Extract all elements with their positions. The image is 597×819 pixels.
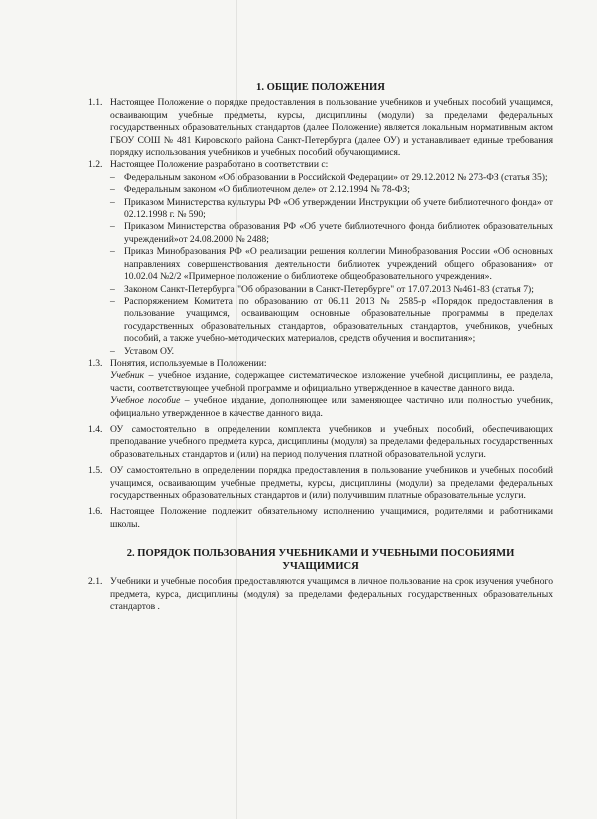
- list-item: – Федеральным законом «О библиотечном деле» от 2.12.1994 № 78-ФЗ;: [110, 184, 410, 196]
- list-item: – Законом Санкт-Петербурга "Об образовании в Санкт-Петербурге" от 17.07.2013 №461-83 (статья 7);: [110, 283, 534, 295]
- paragraph-1-2: [88, 159, 553, 358]
- paragraph-1-6: [88, 506, 553, 531]
- list-item: – Приказом Министерства образования РФ «Об учете библиотечного фонда библиотек образовательных учреждений»от 24.08.2000 № 2488;: [110, 221, 553, 245]
- section-2-title: 2. ПОРЯДОК ПОЛЬЗОВАНИЯ УЧЕБНИКАМИ И УЧЕБНЫМИ ПОСОБИЯМИ УЧАЩИМИСЯ: [126, 548, 515, 573]
- paragraph-number: 1.2.: [88, 159, 103, 171]
- paragraph-number: 1.1.: [88, 97, 103, 109]
- paragraph-lead: Настоящее Положение разработано в соответствии с:: [110, 159, 329, 171]
- list-item: – Федеральным законом «Об образовании в Российской Федерации» от 29.12.2012 № 273-ФЗ (статья 35);: [110, 171, 548, 183]
- paragraph-number: 1.3.: [88, 357, 103, 369]
- paragraph-1-5: [88, 465, 553, 502]
- paragraph-number: 1.6.: [88, 506, 103, 518]
- paragraph-number: 2.1.: [88, 576, 103, 588]
- list-item: – Уставом ОУ.: [110, 345, 175, 357]
- list-item: – Приказ Минобразования РФ «О реализации решения коллегии Минобразования России «Об основных направлениях совершенствования деятельности библиотек учреждений общего образования» от 10.02.04 №2/2 «Примерное положение о библиотеке общеобразовательного учреждения».: [110, 246, 553, 283]
- paragraph-text: Настоящее Положение о порядке предоставления в пользование учебников и учебных пособий учащимся, осваивающим учебные предметы, курсы, дисциплины (модули) за пределами федеральных государственных образовательных стандартов (далее Положение) является локальным нормативным актом ГБОУ СОШ № 481 Кировского района Санкт-Петербурга (далее ОУ) и устанавливает единые требования порядку использования учебников и учебных пособий обучающимися.: [110, 97, 553, 159]
- paragraph-1-3: [88, 358, 553, 370]
- paragraph-lead: Понятия, используемые в Положении:: [110, 357, 267, 369]
- paragraph-text: ОУ самостоятельно в определении комплекта учебников и учебных пособий, обеспечивающих преподавание учебного предмета курса, дисциплины (модуля) за пределами федеральных государственных образовательных стандартов и (или) на период получения платной образовательной услуги.: [110, 423, 553, 460]
- paragraph-number: 1.4.: [88, 423, 103, 435]
- paragraph-text: ОУ самостоятельно в определении порядка предоставления в пользование учебников и учебных пособий учащимся, осваивающим учебные предметы, курсы, дисциплины (модули) за пределами федеральных государственных образовательных стандартов и (или) получившим платные образовательные услуги.: [110, 465, 553, 501]
- section-1-title: 1. ОБЩИЕ ПОЛОЖЕНИЯ: [256, 82, 385, 93]
- definitions: [110, 370, 553, 420]
- definition-textbook: Учебник – учебное издание, содержащее систематическое изложение учебной дисциплины, ее раздела, части, соответствующее учебной программе и официально утвержденное в качестве данного вида.: [110, 370, 553, 394]
- paragraph-2-1: [88, 576, 553, 613]
- definition-study-guide: Учебное пособие – учебное издание, дополняющее или заменяющее частично или полностью учебник, официально утвержденное в качестве данного вида.: [110, 395, 553, 419]
- paragraph-number: 1.5.: [88, 465, 103, 477]
- paragraph-1-4: [88, 424, 553, 461]
- paragraph-text: Настоящее Положение подлежит обязательному исполнению учащимися, родителями и работниками школы.: [110, 506, 553, 530]
- scan-artifact-line: [236, 0, 237, 819]
- list-item: – Приказом Министерства культуры РФ «Об утверждении Инструкции об учете библиотечного фонда» от 02.12.1998 г. № 590;: [110, 196, 553, 221]
- paragraph-1-1: [88, 97, 553, 159]
- paragraph-text: Учебники и учебные пособия предоставляются учащимся в личное пользование на срок изучения учебного предмета, курса, дисциплины (модуля) за пределами федеральных государственных образовательных стандартов .: [110, 576, 553, 613]
- list-item: – Распоряжением Комитета по образованию от 06.11 2013 № 2585-р «Порядок предоставления в пользование учащимся, осваивающим основные образовательные программы в пределах государственных образовательных стандартов, образовательных стандартов, учебников, учебных пособий, а также учебно-методических материалов, средств обучения и воспитания»;: [110, 295, 553, 345]
- legal-basis-list: [110, 172, 553, 358]
